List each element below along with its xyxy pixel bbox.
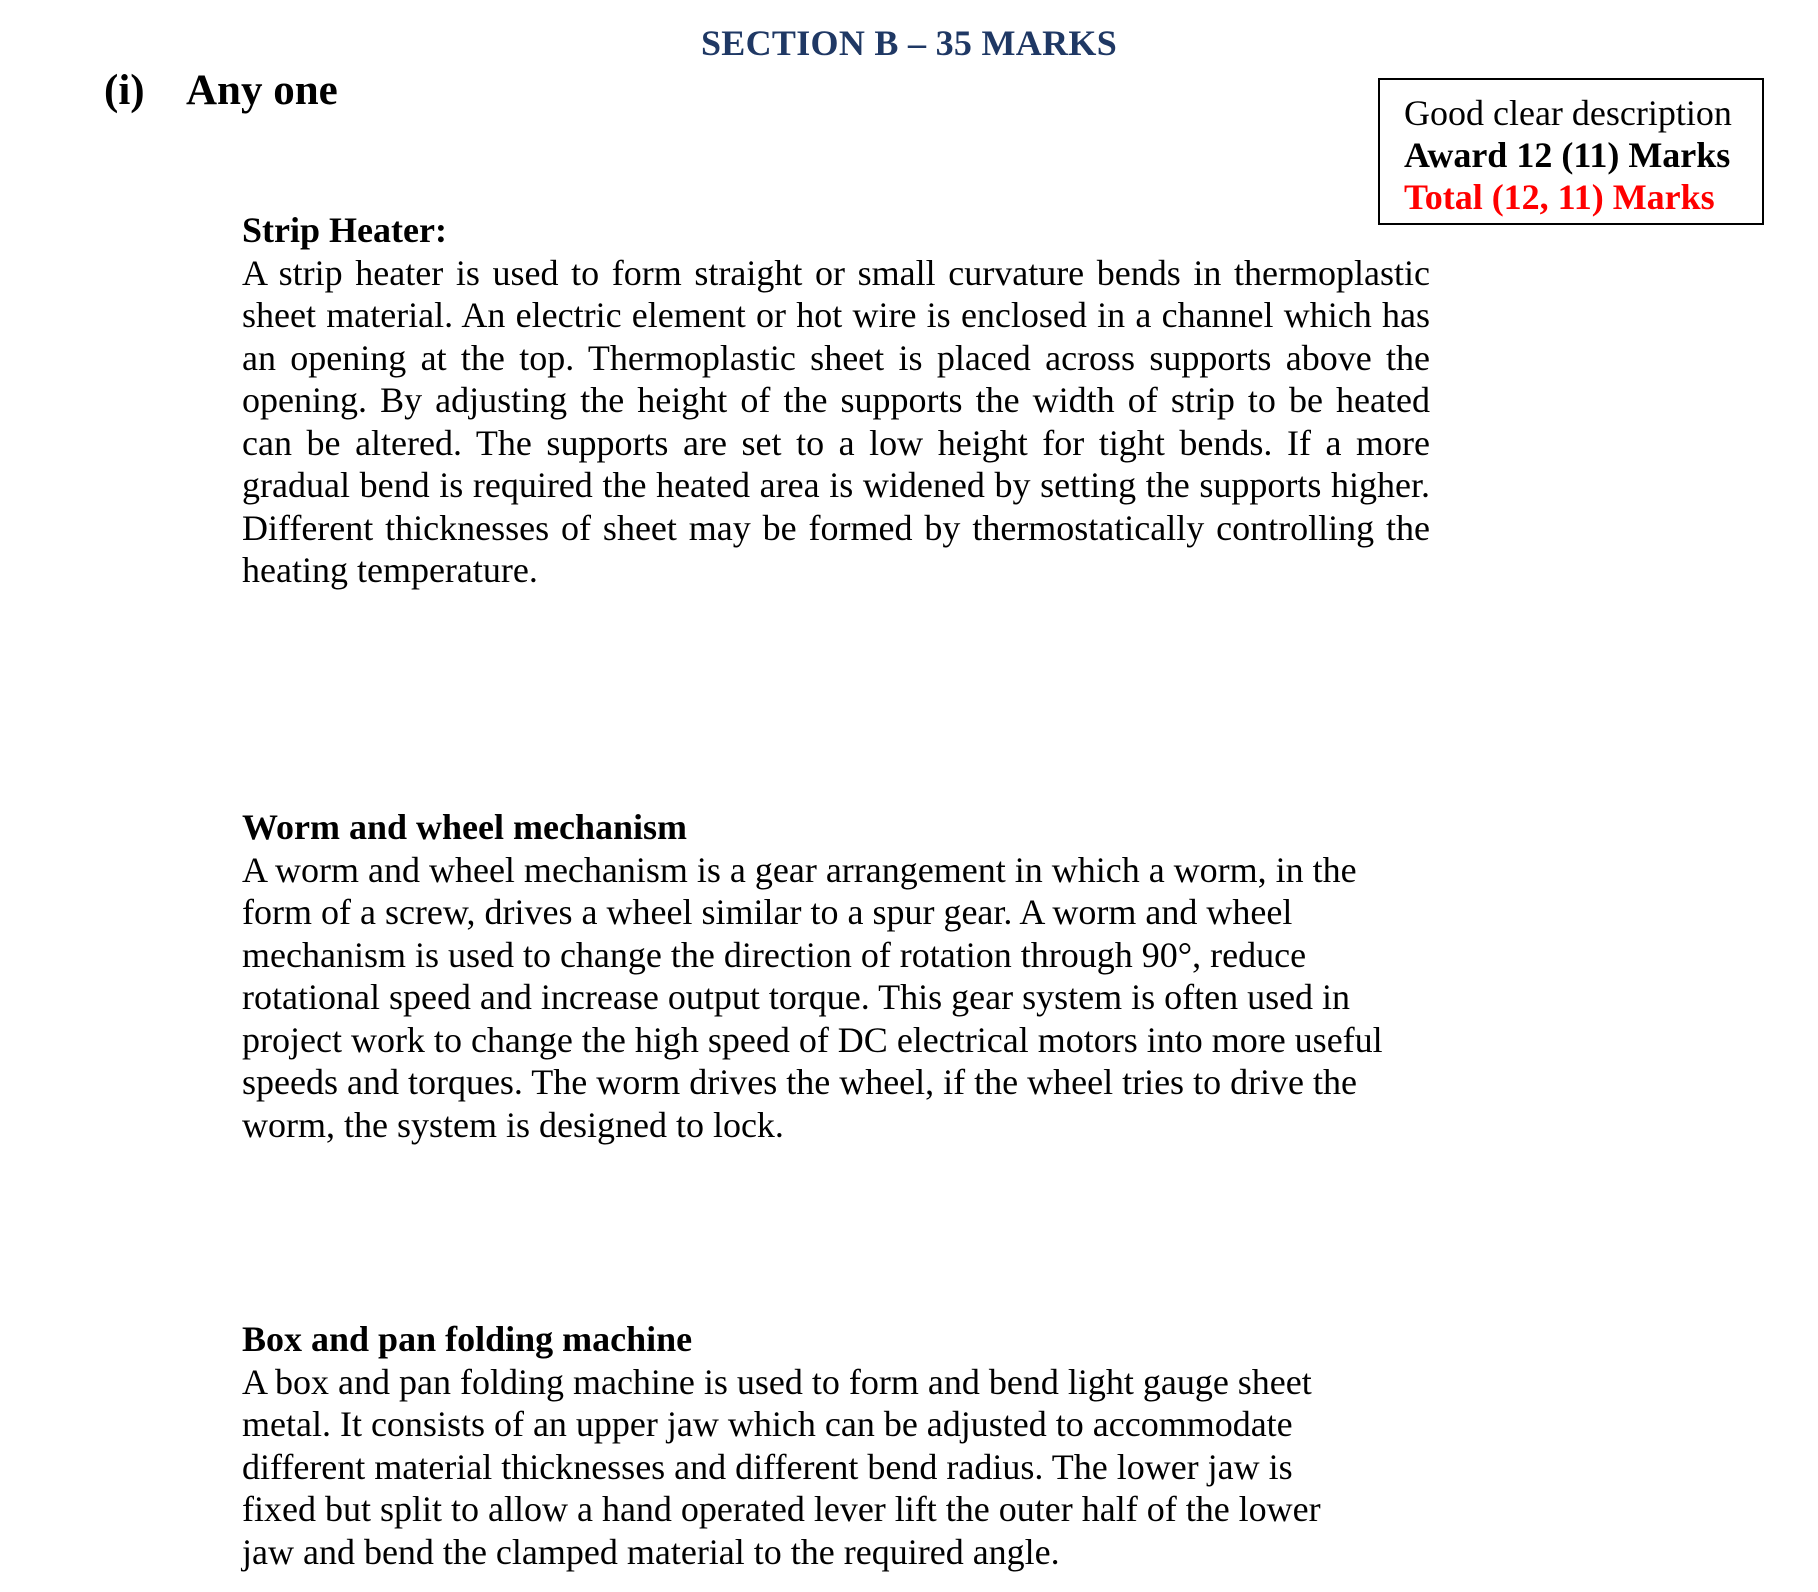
marking-description-line: Good clear description xyxy=(1404,93,1732,133)
answer-line: worm, the system is designed to lock. xyxy=(242,1104,784,1145)
question-instruction: Any one xyxy=(186,67,338,114)
marking-award-line: Award 12 (11) Marks xyxy=(1404,135,1731,175)
answer-line: rotational speed and increase output torque. This gear system is often used in xyxy=(242,977,1351,1017)
answer-line: A box and pan folding machine is used to form and bend light gauge sheet xyxy=(242,1361,1312,1402)
answer-line: fixed but split to allow a hand operated lever lift the outer half of the lower xyxy=(242,1489,1321,1529)
answer-title: Strip Heater: xyxy=(242,210,447,250)
answer-worm-and-wheel xyxy=(242,806,1442,1146)
answer-line: mechanism is used to change the direction of rotation through 90°, reduce xyxy=(242,934,1307,975)
answer-title: Worm and wheel mechanism xyxy=(242,807,687,847)
answer-line: form of a screw, drives a wheel similar to a spur gear. A worm and wheel xyxy=(242,892,1293,932)
answer-line: different material thicknesses and different bend radius. The lower jaw is xyxy=(242,1446,1293,1487)
answer-title: Box and pan folding machine xyxy=(242,1319,693,1359)
question-number: (i) xyxy=(104,67,145,114)
answer-line: speeds and torques. The worm drives the wheel, if the wheel tries to drive the xyxy=(242,1062,1358,1102)
section-title: SECTION B – 35 MARKS xyxy=(700,23,1118,63)
answer-line: jaw and bend the clamped material to the required angle. xyxy=(242,1531,1060,1572)
answer-line: project work to change the high speed of DC electrical motors into more useful xyxy=(242,1019,1383,1060)
marking-scheme-box xyxy=(1378,78,1764,225)
answer-strip-heater xyxy=(242,209,1430,592)
marking-total-line: Total (12, 11) Marks xyxy=(1404,177,1715,217)
answer-box-and-pan-folding xyxy=(242,1318,1442,1573)
answer-body: A strip heater is used to form straight or small curvature bends in thermoplastic sheet material. An electric element or hot wire is enclosed in a channel which has an opening at the top. Thermoplastic sheet is placed across supports above the opening. By adjusting the height of the supports the width of strip to be heated can be altered. The supports are set to a low height for tight bends. If a more gradual bend is required the heated area is widened by setting the supports higher. Different thicknesses of sheet may be formed by thermostatically controlling the heating temperature. xyxy=(242,252,1430,590)
answer-line: metal. It consists of an upper jaw which can be adjusted to accommodate xyxy=(242,1404,1293,1444)
answer-line: A worm and wheel mechanism is a gear arrangement in which a worm, in the xyxy=(242,849,1357,890)
